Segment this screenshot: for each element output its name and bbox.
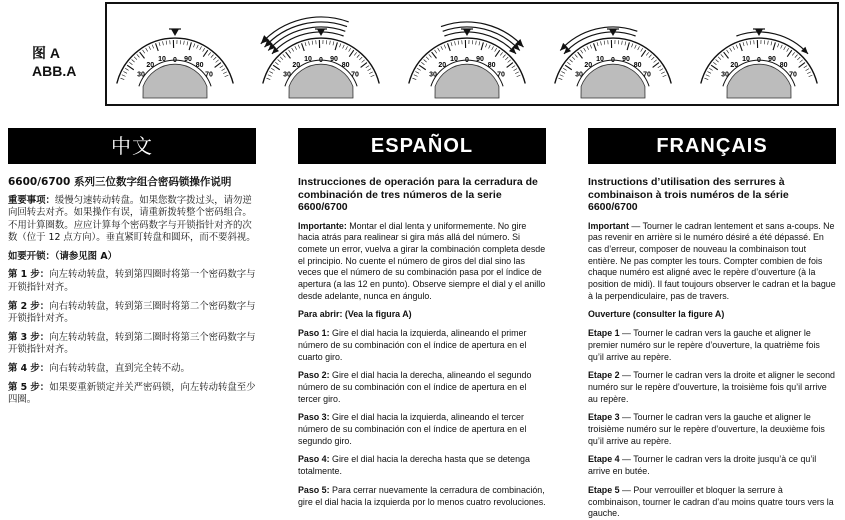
step-3 [588,412,836,447]
dial-tick [286,52,291,58]
dial-tick [335,42,337,50]
dial-tick [563,68,566,70]
dial-tick [641,48,643,51]
title-french: Instructions d’utilisation des serrures à combinaison à trois numéros de la série 6600/6700 [588,176,836,214]
dial-tick [278,59,281,62]
important-label: Importante: [298,221,347,231]
step-label: Etape 5 [588,485,620,495]
dial-tick [743,42,744,46]
dial-knob [581,64,645,98]
dial-tick [127,65,134,70]
dial-tick [514,69,517,71]
dial-tick [346,46,348,50]
dial-tick [777,43,778,47]
dial-tick [359,57,362,60]
dial-tick [481,42,483,50]
dial-tick [222,69,225,71]
dial-tick [517,75,521,77]
dial-tick [704,78,708,79]
dial-tick [122,75,126,77]
dial-knob [143,64,207,98]
dial-tick [711,65,718,70]
step-5 [588,485,836,520]
step-label: 第 5 步： [8,382,49,393]
dial-tick [361,63,367,68]
dial-tick [163,41,164,45]
dial-tick [733,46,735,50]
dial-zero-number: 0 [757,57,761,64]
dial-tick [651,57,654,60]
step-text: 如果要重新锁定并关严密码锁，向左转动转盘至少四圈。 [8,382,255,406]
dial-knob [289,64,353,98]
dial-tick [305,42,306,46]
dial-tick [515,72,519,74]
dial-tick [707,71,711,73]
dial-scale-number: 80 [780,62,788,69]
step-4 [8,363,256,376]
dial-scale-number: 70 [351,71,359,78]
dial-tick [357,55,360,58]
dial-tick [223,72,227,74]
step-2 [588,370,836,405]
dial-tick [295,46,297,50]
step-text: — Tourner le cadran vers la droite jusqu’à ce qu’il arrive en butée. [588,454,816,476]
dial-tick [417,68,420,70]
dial-tick [435,50,437,53]
dial-tick [706,75,710,77]
dial-tick [507,63,513,68]
dial-tick [187,41,188,45]
dial-tick [414,75,418,77]
dial-tick [140,52,145,58]
step-label: 第 1 步： [8,269,49,280]
dial-rotation-arrow [265,22,348,47]
dial-tick [713,62,716,64]
dial-tick [132,59,135,62]
dial-tick [565,65,572,70]
dial-tick [784,46,786,50]
dial-rotation-arrow [564,32,636,54]
dial-tick [578,52,583,58]
dial-tick [594,43,597,51]
dial-scale-number: 70 [643,71,651,78]
dial-knob [435,64,499,98]
dial-tick [716,59,719,62]
banner-spanish: ESPAÑOL [298,128,546,164]
dial-tick [438,48,440,51]
important-text: — Tourner le cadran lentement et sans a-coups. Ne pas revenir en arrière si le numéro désiré a été dépassé. En cas d’erreur, composer de nouveau la combinaison tout entière. Ne pas compter les tours. Compter combien de fois chaque numéro est aligné avec le repère d’ouverture (à la position de midi). Il faut toujours observer le cadran et la bague à la perpendiculaire, pas de travers. [588,221,836,301]
dial-tick [429,54,432,57]
dial-scale-number: 10 [742,56,750,63]
dial-scale-number: 70 [497,71,505,78]
dial-tick [330,41,331,45]
steps-spanish [298,328,546,508]
dial-tick [268,75,272,77]
dial-tick [787,50,792,57]
dial-tick [661,72,665,74]
dial-scale-number: 90 [184,56,192,63]
step-text: — Pour verrouiller et bloquer la serrure à combinaison, tourner le cadran d’au moins quatre tours vers la gauche. [588,485,834,518]
dial-scale-number: 30 [721,71,729,78]
dial-tick [727,50,729,53]
dial-tick [795,55,798,58]
dial-scale-number: 90 [330,56,338,63]
figure-label [32,44,76,80]
step-label: 第 4 步： [8,363,49,374]
step-1 [588,328,836,363]
dial-tick [419,65,426,70]
important-label: Important [588,221,629,231]
dial-tick [631,43,632,47]
dial-scale-number: 90 [768,56,776,63]
dial-tick [424,59,427,62]
step-label: Paso 2: [298,370,330,380]
dial-tick [448,43,451,51]
dial-tick [208,52,210,55]
dial-scale-number: 10 [450,56,458,63]
title-spanish: Instrucciones de operación para la cerradura de combinación de tres números de la serie 6600/6700 [298,176,546,214]
dial-tick [280,57,283,60]
dial-tick [601,41,602,45]
dial-tick [512,66,515,68]
step-5 [8,382,256,407]
dial-tick [349,50,354,57]
dial-tick [426,57,429,60]
dial-tick [289,50,291,53]
dial-tick [792,52,794,55]
dial-tick [773,42,775,50]
dial-tick [476,41,477,45]
dial-tick [797,57,800,60]
dial-tick [203,50,208,57]
dial-zero-number: 0 [173,57,177,64]
dial-scale-number: 80 [634,62,642,69]
dial-tick [558,78,562,79]
dial-tick [787,48,789,51]
dial-tick [159,42,160,46]
dial-tick [421,62,424,64]
dial-tick [184,41,185,45]
dial-tick [441,46,443,50]
step-text: Gire el dial hacia la derecha, alineando el segundo número de su combinación con el índice de apertura en el tercer giro. [298,370,531,403]
dial-tick [721,54,724,57]
dial-tick [489,45,491,49]
dial-scale-number: 10 [304,56,312,63]
dial-tick [479,41,480,45]
dial-tick [333,41,334,45]
dial-tick [587,46,589,50]
dial-tick [771,41,772,45]
dial-tick [166,41,167,45]
important-text: Montar el dial lenta y uniformemente. No gire hacia atrás para realinear si gira más allá del número. Si comete un error, vuelva a girar la combinación completa desde el principio. No cuente el número de giros del dial sino las veces que el número de su combinación pasa por el índice de apertura (a las 12 en punto). Observe siempre el dial y el anillo desde adelante, nunca en ángulo. [298,221,545,301]
open-heading-spanish: Para abrir: (Vea la figura A) [298,309,546,321]
dial-zero-number: 0 [465,57,469,64]
dial-tick [730,48,732,51]
important-french [588,221,836,303]
dial-tick [368,69,371,71]
steps-chinese [8,269,256,406]
important-chinese [8,195,256,245]
step-label: Paso 4: [298,454,330,464]
dial-tick [283,54,286,57]
dial-zero-number: 0 [319,57,323,64]
dial-scale-number: 30 [137,71,145,78]
step-3 [8,332,256,357]
dial-tick [152,45,154,49]
dial-tick [804,66,807,68]
open-heading-chinese: 如要开锁：（请参见图 A） [8,251,256,264]
dial-tick [567,62,570,64]
important-spanish [298,221,546,303]
dial-tick [781,45,783,49]
dial-tick [137,54,140,57]
dial-scale-number: 20 [438,62,446,69]
dial-scale-number: 80 [342,62,350,69]
dial-tick [508,60,511,63]
step-label: Etape 1 [588,328,620,338]
dial-scale-number: 20 [292,62,300,69]
step-label: 第 3 步： [8,332,49,343]
dial-scale-number: 20 [730,62,738,69]
step-text: 向右转动转盘，转到第三圈时将第二个密码数字与开锁指针对齐。 [8,301,255,325]
dial-tick [663,75,667,77]
step-1 [298,328,546,363]
step-label: Etape 3 [588,412,620,422]
dial-tick [200,46,202,50]
dial-tick [369,72,373,74]
dial-tick [120,78,124,79]
dial-scale-number: 30 [429,71,437,78]
dial-tick [654,60,657,63]
dial-tick [584,48,586,51]
dial-tick [505,57,508,60]
dial-tick [197,45,199,49]
dial-tick [412,78,416,79]
dial-scale-number: 20 [146,62,154,69]
dial-scale-number: 70 [789,71,797,78]
dial-figure [105,2,839,106]
dial-tick [604,41,605,45]
banner-chinese: 中文 [8,128,256,164]
dial-tick [625,41,626,45]
step-text: Para cerrar nuevamente la cerradura de combinación, gire el dial hacia la izquierda por lo menos cuatro revoluciones. [298,485,546,507]
important-label: 重要事项： [8,195,55,206]
dial-tick [627,42,629,50]
dial-tick [492,46,494,50]
dial-tick [646,52,648,55]
dial-tick [455,41,456,45]
dial-tick [658,66,661,68]
step-1 [8,269,256,294]
dial-scale-number: 20 [584,62,592,69]
step-3 [298,412,546,447]
step-label: Paso 3: [298,412,330,422]
dial-scale-number: 80 [488,62,496,69]
dial-scale-number: 30 [283,71,291,78]
step-2 [8,301,256,326]
dial-tick [747,41,748,45]
dial-tick [500,52,502,55]
step-5 [298,485,546,508]
dial-tick [339,43,340,47]
column-chinese [8,128,256,407]
dial-zero-number: 0 [611,57,615,64]
dial-tick [724,52,729,58]
dial-scale-number: 70 [205,71,213,78]
dial-tick [129,62,132,64]
banner-french: FRANÇAIS [588,128,836,164]
dial-tick [134,57,137,60]
dial-tick [768,41,769,45]
dial-tick [366,66,369,68]
dial-tick [622,41,623,45]
dial-tick [143,50,145,53]
dial-tick [806,69,809,71]
step-4 [588,454,836,477]
dial-tick [635,45,637,49]
dial-tick [485,43,486,47]
open-heading-french: Ouverture (consulter la figure A) [588,309,836,321]
dial-tick [275,62,278,64]
step-text: 向左转动转盘，转到第二圈时将第三个密码数字与开锁指针对齐。 [8,332,255,356]
dial-tick [269,71,273,73]
dial-tick [271,68,274,70]
step-label: Paso 1: [298,328,330,338]
dial-tick [458,41,459,45]
step-label: Paso 5: [298,485,330,495]
dial-tick [581,50,583,53]
dial-tick [309,41,310,45]
dial-tick [444,45,446,49]
dial-scale-number: 90 [476,56,484,63]
dial-tick [495,48,497,51]
step-text: — Tourner le cadran vers la droite et aligner le second numéro sur le repère d’ouverture, la troisième fois qu’il arrive au repère. [588,370,835,403]
step-2 [298,370,546,405]
dial-tick [718,57,721,60]
dial-tick [146,48,148,51]
dial-tick [189,42,191,50]
dial-tick [292,48,294,51]
dial-tick [273,65,280,70]
dial-tick [653,63,659,68]
dial-tick [215,63,221,68]
dial-tick [354,52,356,55]
dial-tick [343,45,345,49]
step-label: Etape 4 [588,454,620,464]
dial-scale-number: 10 [158,56,166,63]
dial-tick [211,55,214,58]
dial-tick [415,71,419,73]
dial-tick [149,46,151,50]
step-text: Gire el dial hacia la izquierda, alineando el primer número de su combinación con el índice de apertura en el cuarto giro. [298,328,526,361]
dial-knob [727,64,791,98]
dial-tick [362,60,365,63]
dial-tick [432,52,437,58]
dial-tick [220,66,223,68]
dial-tick [641,50,646,57]
step-text: Gire el dial hacia la derecha hasta que se detenga totalmente. [298,454,530,476]
dial-tick [216,60,219,63]
dial-tick [213,57,216,60]
step-text: — Tourner le cadran vers la gauche et aligner le troisième numéro sur le repère d’ouverture, la deuxième fois qu’il arrive au repère. [588,412,825,445]
dial-tick [349,48,351,51]
dial-rotation-arrow [441,22,524,47]
step-label: Etape 2 [588,370,620,380]
dial-scale-number: 10 [596,56,604,63]
dial-index-mark [171,29,179,36]
dial-scale-number: 30 [575,71,583,78]
figure-label-zh: 图 A [32,44,76,62]
title-chinese: 6600/6700 系列三位数字组合密码锁操作说明 [8,176,256,189]
dial-tick [799,63,805,68]
dial-scale-number: 90 [622,56,630,63]
dial-tick [203,48,205,51]
dial-tick [809,75,813,77]
dial-tick [750,41,751,45]
dial-tick [561,71,565,73]
step-text: Gire el dial hacia la izquierda, alineando el tercer número de su combinación con el índice de apertura en el segundo giro. [298,412,526,445]
dial-tick [575,54,578,57]
dial-tick [451,42,452,46]
dial-tick [193,43,194,47]
important-text: 缓慢匀速转动转盘。如果您数字拨过头，请勿逆向回转去对齐。如果操作有误，请重新拨转整个密码组合。不用计算圈数。应应计算每个密码数字与开锁指针对齐的次数（位于 12 点方向）。垂直紧盯转盘和圆环，而不要斜视。 [8,195,256,244]
dial-tick [740,43,743,51]
steps-french [588,328,836,520]
column-french [588,128,836,520]
step-label: 第 2 步： [8,301,49,312]
dial-tick [225,75,229,77]
dial-rotation-arrow [272,32,344,54]
dial-tick [302,43,305,51]
dial-tick [495,50,500,57]
dial-tick [298,45,300,49]
dial-tick [649,55,652,58]
figure-label-de: ABB.A [32,62,76,80]
dial-tick [371,75,375,77]
dial-illustrations [107,4,837,104]
step-text: 向右转动转盘，直到完全转不动。 [49,363,190,374]
dial-tick [709,68,712,70]
dial-tick [800,60,803,63]
dial-tick [125,68,128,70]
dial-tick [736,45,738,49]
dial-tick [570,59,573,62]
step-text: — Tourner le cadran vers la gauche et aligner le premier numéro sur le repère d’ouverture, la quatrième fois qu’il arrive au repère. [588,328,820,361]
dial-tick [156,43,159,51]
dial-tick [560,75,564,77]
dial-tick [572,57,575,60]
column-spanish [298,128,546,508]
dial-tick [590,45,592,49]
step-text: 向左转动转盘，转到第四圈时将第一个密码数字与开锁指针对齐。 [8,269,255,293]
dial-tick [503,55,506,58]
dial-tick [807,72,811,74]
dial-tick [597,42,598,46]
step-4 [298,454,546,477]
dial-tick [266,78,270,79]
dial-tick [638,46,640,50]
dial-scale-number: 80 [196,62,204,69]
dial-tick [660,69,663,71]
dial-tick [123,71,127,73]
dial-tick [312,41,313,45]
